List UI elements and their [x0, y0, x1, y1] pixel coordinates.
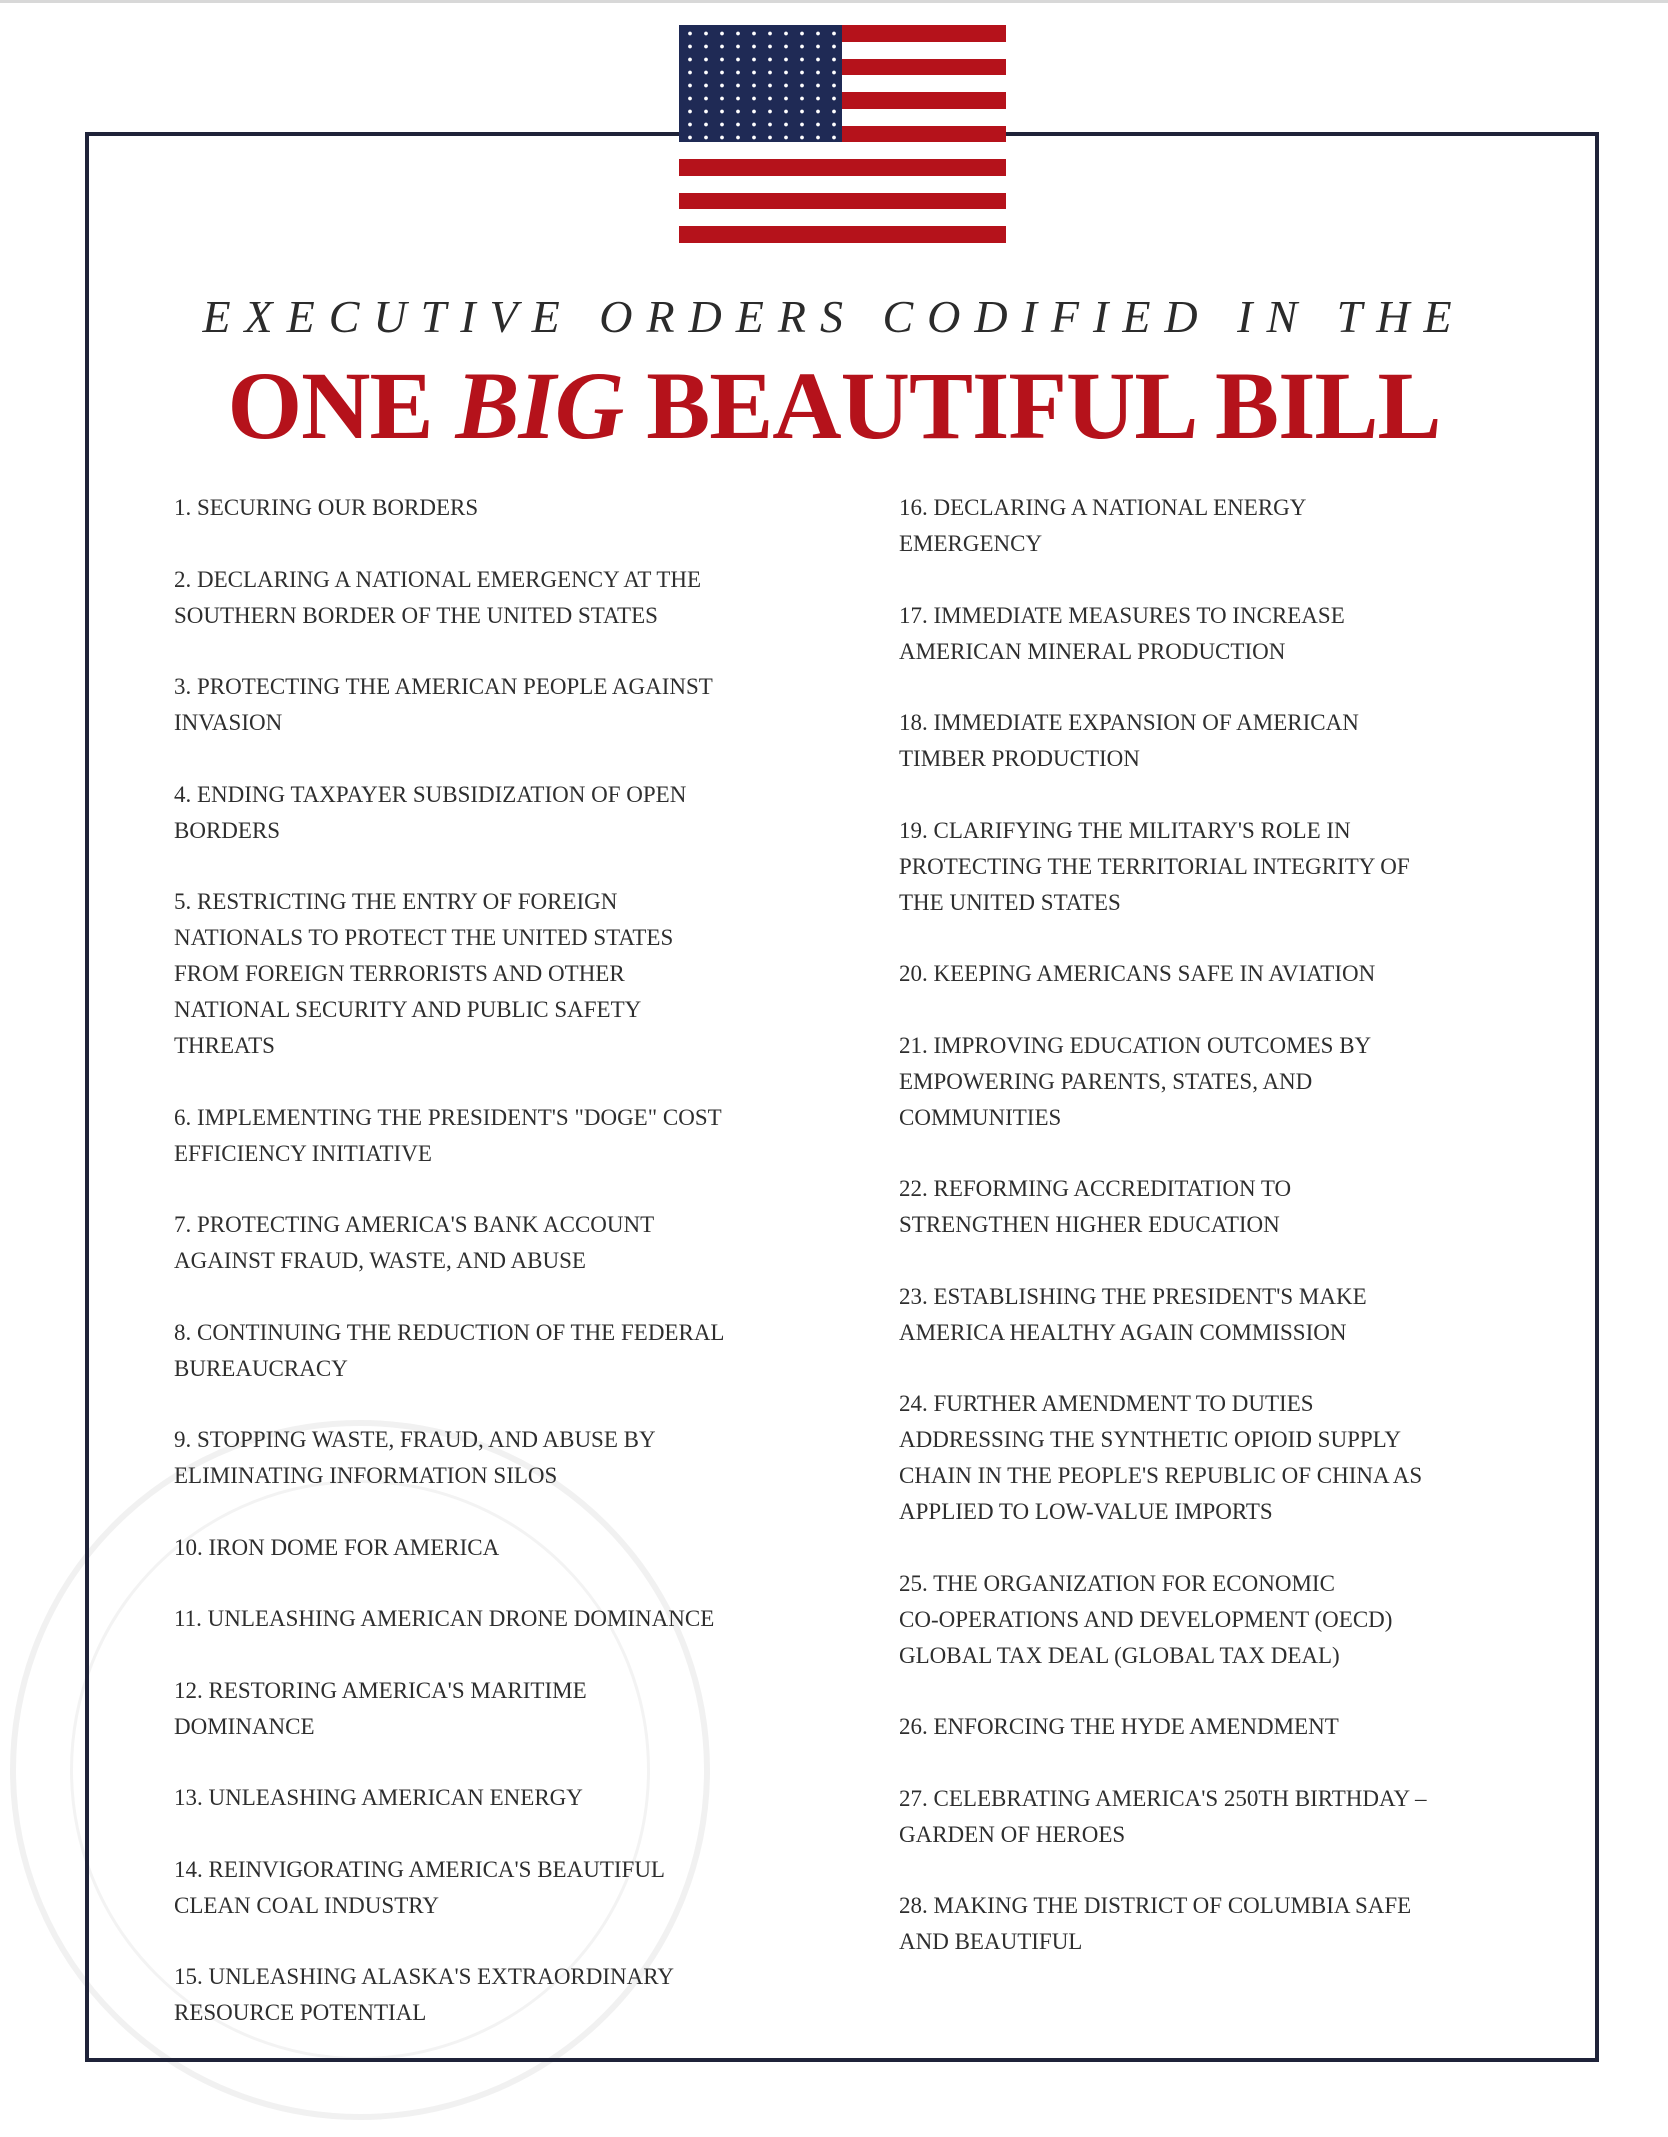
order-item-line: 20. KEEPING AMERICANS SAFE IN AVIATION: [899, 961, 1376, 986]
order-item-line: 24. FURTHER AMENDMENT TO DUTIES: [899, 1391, 1314, 1416]
order-item-line: 3. PROTECTING THE AMERICAN PEOPLE AGAINST: [174, 674, 713, 699]
order-item-line: COMMUNITIES: [899, 1104, 1062, 1130]
order-item-line: 17. IMMEDIATE MEASURES TO INCREASE: [899, 602, 1345, 628]
order-item: [174, 490, 834, 526]
subtitle: EXECUTIVE ORDERS CODIFIED IN THE: [202, 291, 1466, 342]
order-item-line: NATIONALS TO PROTECT THE UNITED STATES: [174, 925, 674, 950]
order-item-line: THREATS: [174, 1033, 275, 1058]
order-item-line: AGAINST FRAUD, WASTE, AND ABUSE: [174, 1248, 586, 1273]
order-item-line: 25. THE ORGANIZATION FOR ECONOMIC: [899, 1570, 1335, 1596]
title-part: ONE: [227, 352, 456, 459]
order-item: [899, 705, 1549, 777]
order-item: [174, 669, 834, 741]
order-item-line: 2. DECLARING A NATIONAL EMERGENCY AT THE: [174, 566, 702, 592]
orders-list-right: [899, 490, 1549, 1996]
order-item: [174, 1673, 834, 1745]
order-item: [174, 884, 834, 1064]
order-item: [174, 1207, 834, 1279]
order-item-line: GARDEN OF HEROES: [899, 1821, 1126, 1847]
order-item-line: CLEAN COAL INDUSTRY: [174, 1892, 439, 1918]
flag-stripe: [679, 226, 1006, 243]
order-item-line: NATIONAL SECURITY AND PUBLIC SAFETY: [174, 997, 642, 1022]
order-item-line: 23. ESTABLISHING THE PRESIDENT'S MAKE: [899, 1283, 1367, 1309]
order-item: [899, 1279, 1549, 1351]
order-item-line: GLOBAL TAX DEAL (GLOBAL TAX DEAL): [899, 1642, 1340, 1668]
order-item-line: EMERGENCY: [899, 531, 1043, 556]
order-item-line: CHAIN IN THE PEOPLE'S REPUBLIC OF CHINA AS: [899, 1463, 1423, 1488]
order-item: [899, 490, 1549, 562]
order-item-line: 10. IRON DOME FOR AMERICA: [174, 1534, 500, 1560]
order-item-line: 13. UNLEASHING AMERICAN ENERGY: [174, 1785, 583, 1810]
order-item-line: TIMBER PRODUCTION: [899, 746, 1140, 771]
order-item: [174, 1601, 834, 1637]
order-item: [899, 1386, 1549, 1530]
order-item: [899, 1028, 1549, 1136]
order-item: [899, 598, 1549, 670]
order-item: [174, 1100, 834, 1172]
order-item: [174, 562, 834, 634]
order-item-line: 7. PROTECTING AMERICA'S BANK ACCOUNT: [174, 1212, 655, 1237]
order-item-line: 5. RESTRICTING THE ENTRY OF FOREIGN: [174, 889, 618, 914]
order-item-line: 4. ENDING TAXPAYER SUBSIDIZATION OF OPEN: [174, 781, 687, 807]
order-item-line: RESOURCE POTENTIAL: [174, 2000, 427, 2025]
order-item-line: ADDRESSING THE SYNTHETIC OPIOID SUPPLY: [899, 1427, 1402, 1452]
flag-stripe: [679, 193, 1006, 210]
order-item-line: THE UNITED STATES: [899, 889, 1121, 915]
order-item-line: BUREAUCRACY: [174, 1355, 348, 1381]
order-item-line: SOUTHERN BORDER OF THE UNITED STATES: [174, 602, 658, 628]
order-item-line: FROM FOREIGN TERRORISTS AND OTHER: [174, 961, 625, 986]
order-item-line: STRENGTHEN HIGHER EDUCATION: [899, 1212, 1280, 1237]
order-item: [899, 1171, 1549, 1243]
order-item-line: 14. REINVIGORATING AMERICA'S BEAUTIFUL: [174, 1856, 665, 1882]
order-item-line: 15. UNLEASHING ALASKA'S EXTRAORDINARY: [174, 1964, 674, 1989]
flag-canton: [679, 25, 842, 142]
order-item-line: 27. CELEBRATING AMERICA'S 250TH BIRTHDAY –: [899, 1785, 1427, 1811]
title-part: BEAUTIFUL BILL: [623, 352, 1441, 459]
order-item: [174, 777, 834, 849]
order-item-line: EFFICIENCY INITIATIVE: [174, 1140, 432, 1166]
order-item-line: INVASION: [174, 710, 283, 735]
page-title: [100, 350, 1568, 461]
order-item-line: 22. REFORMING ACCREDITATION TO: [899, 1176, 1292, 1201]
flag-stripe: [679, 159, 1006, 176]
order-item-line: DOMINANCE: [174, 1713, 315, 1739]
order-item-line: 16. DECLARING A NATIONAL ENERGY: [899, 495, 1307, 520]
order-item-line: 19. CLARIFYING THE MILITARY'S ROLE IN: [899, 817, 1351, 843]
order-item-line: ELIMINATING INFORMATION SILOS: [174, 1463, 558, 1488]
order-item-line: APPLIED TO LOW-VALUE IMPORTS: [899, 1499, 1273, 1524]
order-item-line: 12. RESTORING AMERICA'S MARITIME: [174, 1677, 587, 1703]
order-item-line: 9. STOPPING WASTE, FRAUD, AND ABUSE BY: [174, 1427, 656, 1452]
us-flag-icon: [679, 25, 1006, 243]
order-item-line: 28. MAKING THE DISTRICT OF COLUMBIA SAFE: [899, 1893, 1412, 1918]
order-item-line: AMERICA HEALTHY AGAIN COMMISSION: [899, 1319, 1347, 1345]
order-item-line: 6. IMPLEMENTING THE PRESIDENT'S "DOGE" COST: [174, 1104, 722, 1130]
order-item-line: BORDERS: [174, 817, 281, 843]
order-item: [899, 813, 1549, 921]
order-item-line: PROTECTING THE TERRITORIAL INTEGRITY OF: [899, 853, 1410, 879]
title-emphasis: BIG: [455, 352, 624, 459]
order-item-line: 11. UNLEASHING AMERICAN DRONE DOMINANCE: [174, 1606, 715, 1631]
order-item: [174, 1315, 834, 1387]
order-item: [174, 1852, 834, 1924]
order-item-line: AND BEAUTIFUL: [899, 1929, 1083, 1954]
order-item: [174, 1530, 834, 1566]
order-item: [174, 1422, 834, 1494]
order-item-line: AMERICAN MINERAL PRODUCTION: [899, 638, 1286, 664]
order-item-line: 8. CONTINUING THE REDUCTION OF THE FEDERAL: [174, 1319, 725, 1345]
order-item-line: 26. ENFORCING THE HYDE AMENDMENT: [899, 1714, 1339, 1739]
order-item: [899, 1888, 1549, 1960]
order-item-line: CO-OPERATIONS AND DEVELOPMENT (OECD): [899, 1606, 1393, 1632]
order-item: [899, 1781, 1549, 1853]
order-item: [899, 1709, 1549, 1745]
order-item-line: EMPOWERING PARENTS, STATES, AND: [899, 1068, 1313, 1094]
order-item: [899, 1566, 1549, 1674]
order-item-line: 18. IMMEDIATE EXPANSION OF AMERICAN: [899, 710, 1359, 735]
order-item: [174, 1959, 834, 2031]
orders-list-left: [174, 490, 834, 2067]
order-item: [174, 1780, 834, 1816]
order-item-line: 21. IMPROVING EDUCATION OUTCOMES BY: [899, 1032, 1372, 1058]
order-item-line: 1. SECURING OUR BORDERS: [174, 495, 479, 520]
top-divider: [0, 0, 1668, 3]
order-item: [899, 956, 1549, 992]
